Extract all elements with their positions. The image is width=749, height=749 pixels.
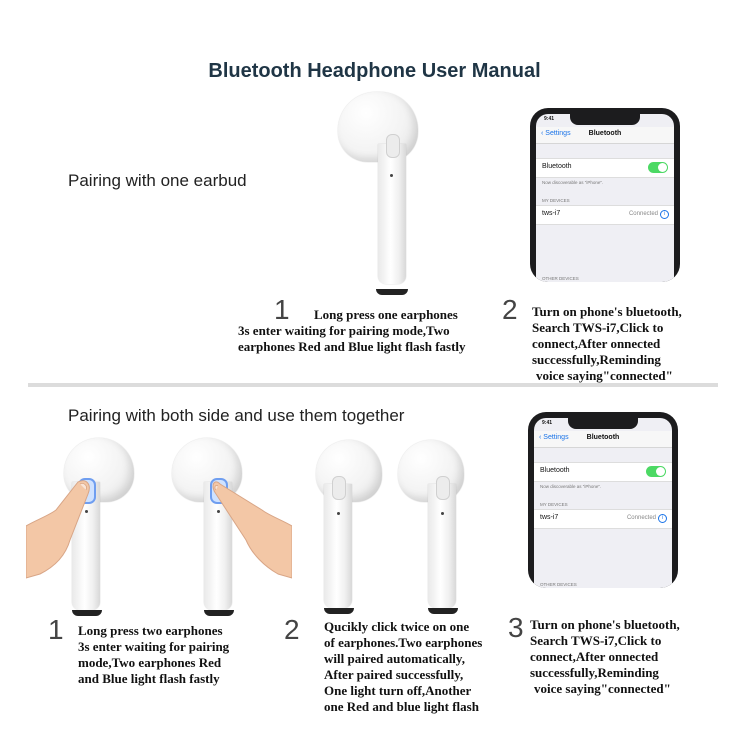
bluetooth-row: Bluetooth (536, 158, 674, 178)
info-icon[interactable]: i (658, 514, 667, 523)
info-icon[interactable]: i (660, 210, 669, 219)
bluetooth-row: Bluetooth (534, 462, 672, 482)
section1-heading: Pairing with one earbud (68, 171, 247, 190)
section2-step1-number: 1 (48, 614, 64, 645)
phone-time: 9:41 (544, 116, 555, 122)
section1-step1-text: Long press one earphones 3s enter waiting for pairing mode,Two earphones Red and Blue light flash fastly (238, 307, 466, 354)
section2-step1-text: Long press two earphones 3s enter waiting for pairing mode,Two earphones Red and Blue light flash fastly (78, 623, 230, 686)
section-divider (28, 383, 718, 387)
other-devices-header: OTHER DEVICES (542, 276, 579, 281)
device-row[interactable]: tws-i7 Connected i (536, 205, 674, 225)
settings-back-link[interactable]: ‹ Settings (539, 434, 569, 441)
discoverable-text: Now discoverable as "iPhone". (542, 180, 604, 185)
section2-step3-text: Turn on phone's bluetooth, Search TWS-i7,Click to connect,After onnected successfully,Reminding voice saying"connected" (530, 617, 680, 696)
bluetooth-toggle[interactable] (646, 466, 666, 477)
section1-step2-text: Turn on phone's bluetooth, Search TWS-i7,Click to connect,After onnected successfully,Reminding voice saying"connected" (532, 304, 682, 383)
section2-step2-number: 2 (284, 614, 300, 645)
finger-right-icon (212, 470, 292, 580)
page-title: Bluetooth Headphone User Manual (208, 60, 541, 82)
bluetooth-toggle[interactable] (648, 162, 668, 173)
finger-left-icon (26, 470, 96, 580)
my-devices-header: MY DEVICES (542, 198, 570, 203)
section2-heading: Pairing with both side and use them together (68, 406, 405, 425)
section1-step1-number: 1 (274, 294, 290, 325)
settings-back-link[interactable]: ‹ Settings (541, 130, 571, 137)
section2-step3-number: 3 (508, 612, 524, 643)
device-row[interactable]: tws-i7 Connected i (534, 509, 672, 529)
nav-title: Bluetooth (588, 130, 622, 137)
section2-step2-text: Qucikly click twice on one of earphones.Two earphones will paired automatically, After paired successfully, One light turn off,Another one Red and blue light flash (324, 619, 483, 714)
phone-mockup-2: 9:41 ‹ Settings Bluetooth Bluetooth Now discoverable as "iPhone". MY DEVICES tws-i7 Connected i OTHER DEVICES (528, 412, 678, 588)
section1-step2-number: 2 (502, 294, 518, 325)
phone-mockup-1 (530, 108, 680, 282)
